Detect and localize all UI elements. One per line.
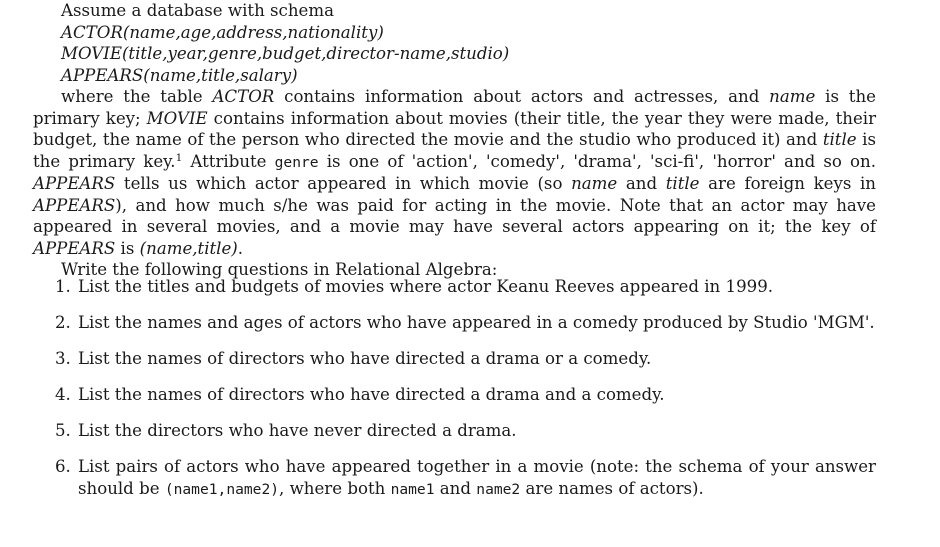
- list-item: 2. List the names and ages of actors who have appeared in a comedy produced by Studio 'MGM'.: [55, 313, 875, 332]
- task-prompt: Write the following questions in Relational Algebra:: [61, 260, 498, 279]
- description-paragraph: where the table ACTOR contains information about actors and actresses, and name is the primary key; MOVIE contains information about movies (their title, the year they were made, their budget, the name of the person who directed the movie and the studio who produced it) and title is the primary key.$^1$ Attribute genre is one of 'action', 'comedy', 'drama', 'sci-fi', 'horror' and so on. APPEARS tells us which actor appeared in which movie (so name and title are foreign keys in APPEARS), and how much s/he was paid for acting in the movie. Note that an actor may have appeared in several movies, and a movie may have several actors appearing on it; the key of APPEARS is (name,title).: [33, 87, 877, 258]
- intro-line: Assume a database with schema: [61, 1, 334, 20]
- schema-movie: MOVIE(title,year,genre,budget,director-name,studio): [61, 44, 510, 63]
- document-body: [33, 0, 876, 281]
- list-item: 5. List the directors who have never directed a drama.: [55, 421, 517, 440]
- footnote-marker: 1: [175, 151, 183, 164]
- list-item: 1. List the titles and budgets of movies where actor Keanu Reeves appeared in 1999.: [55, 277, 774, 296]
- list-item: 6. List pairs of actors who have appeared together in a movie (note: the schema of your answer should be (name1,name2), where both name1 and name2 are names of actors).: [55, 457, 876, 498]
- schema-actor: ACTOR(name,age,address,nationality): [61, 22, 384, 42]
- list-item: 3. List the names of directors who have directed a drama or a comedy.: [55, 349, 652, 368]
- list-item: 4. List the names of directors who have directed a drama and a comedy.: [55, 385, 665, 404]
- question-list: [33, 276, 876, 515]
- schema-appears: APPEARS(name,title,salary): [61, 65, 298, 85]
